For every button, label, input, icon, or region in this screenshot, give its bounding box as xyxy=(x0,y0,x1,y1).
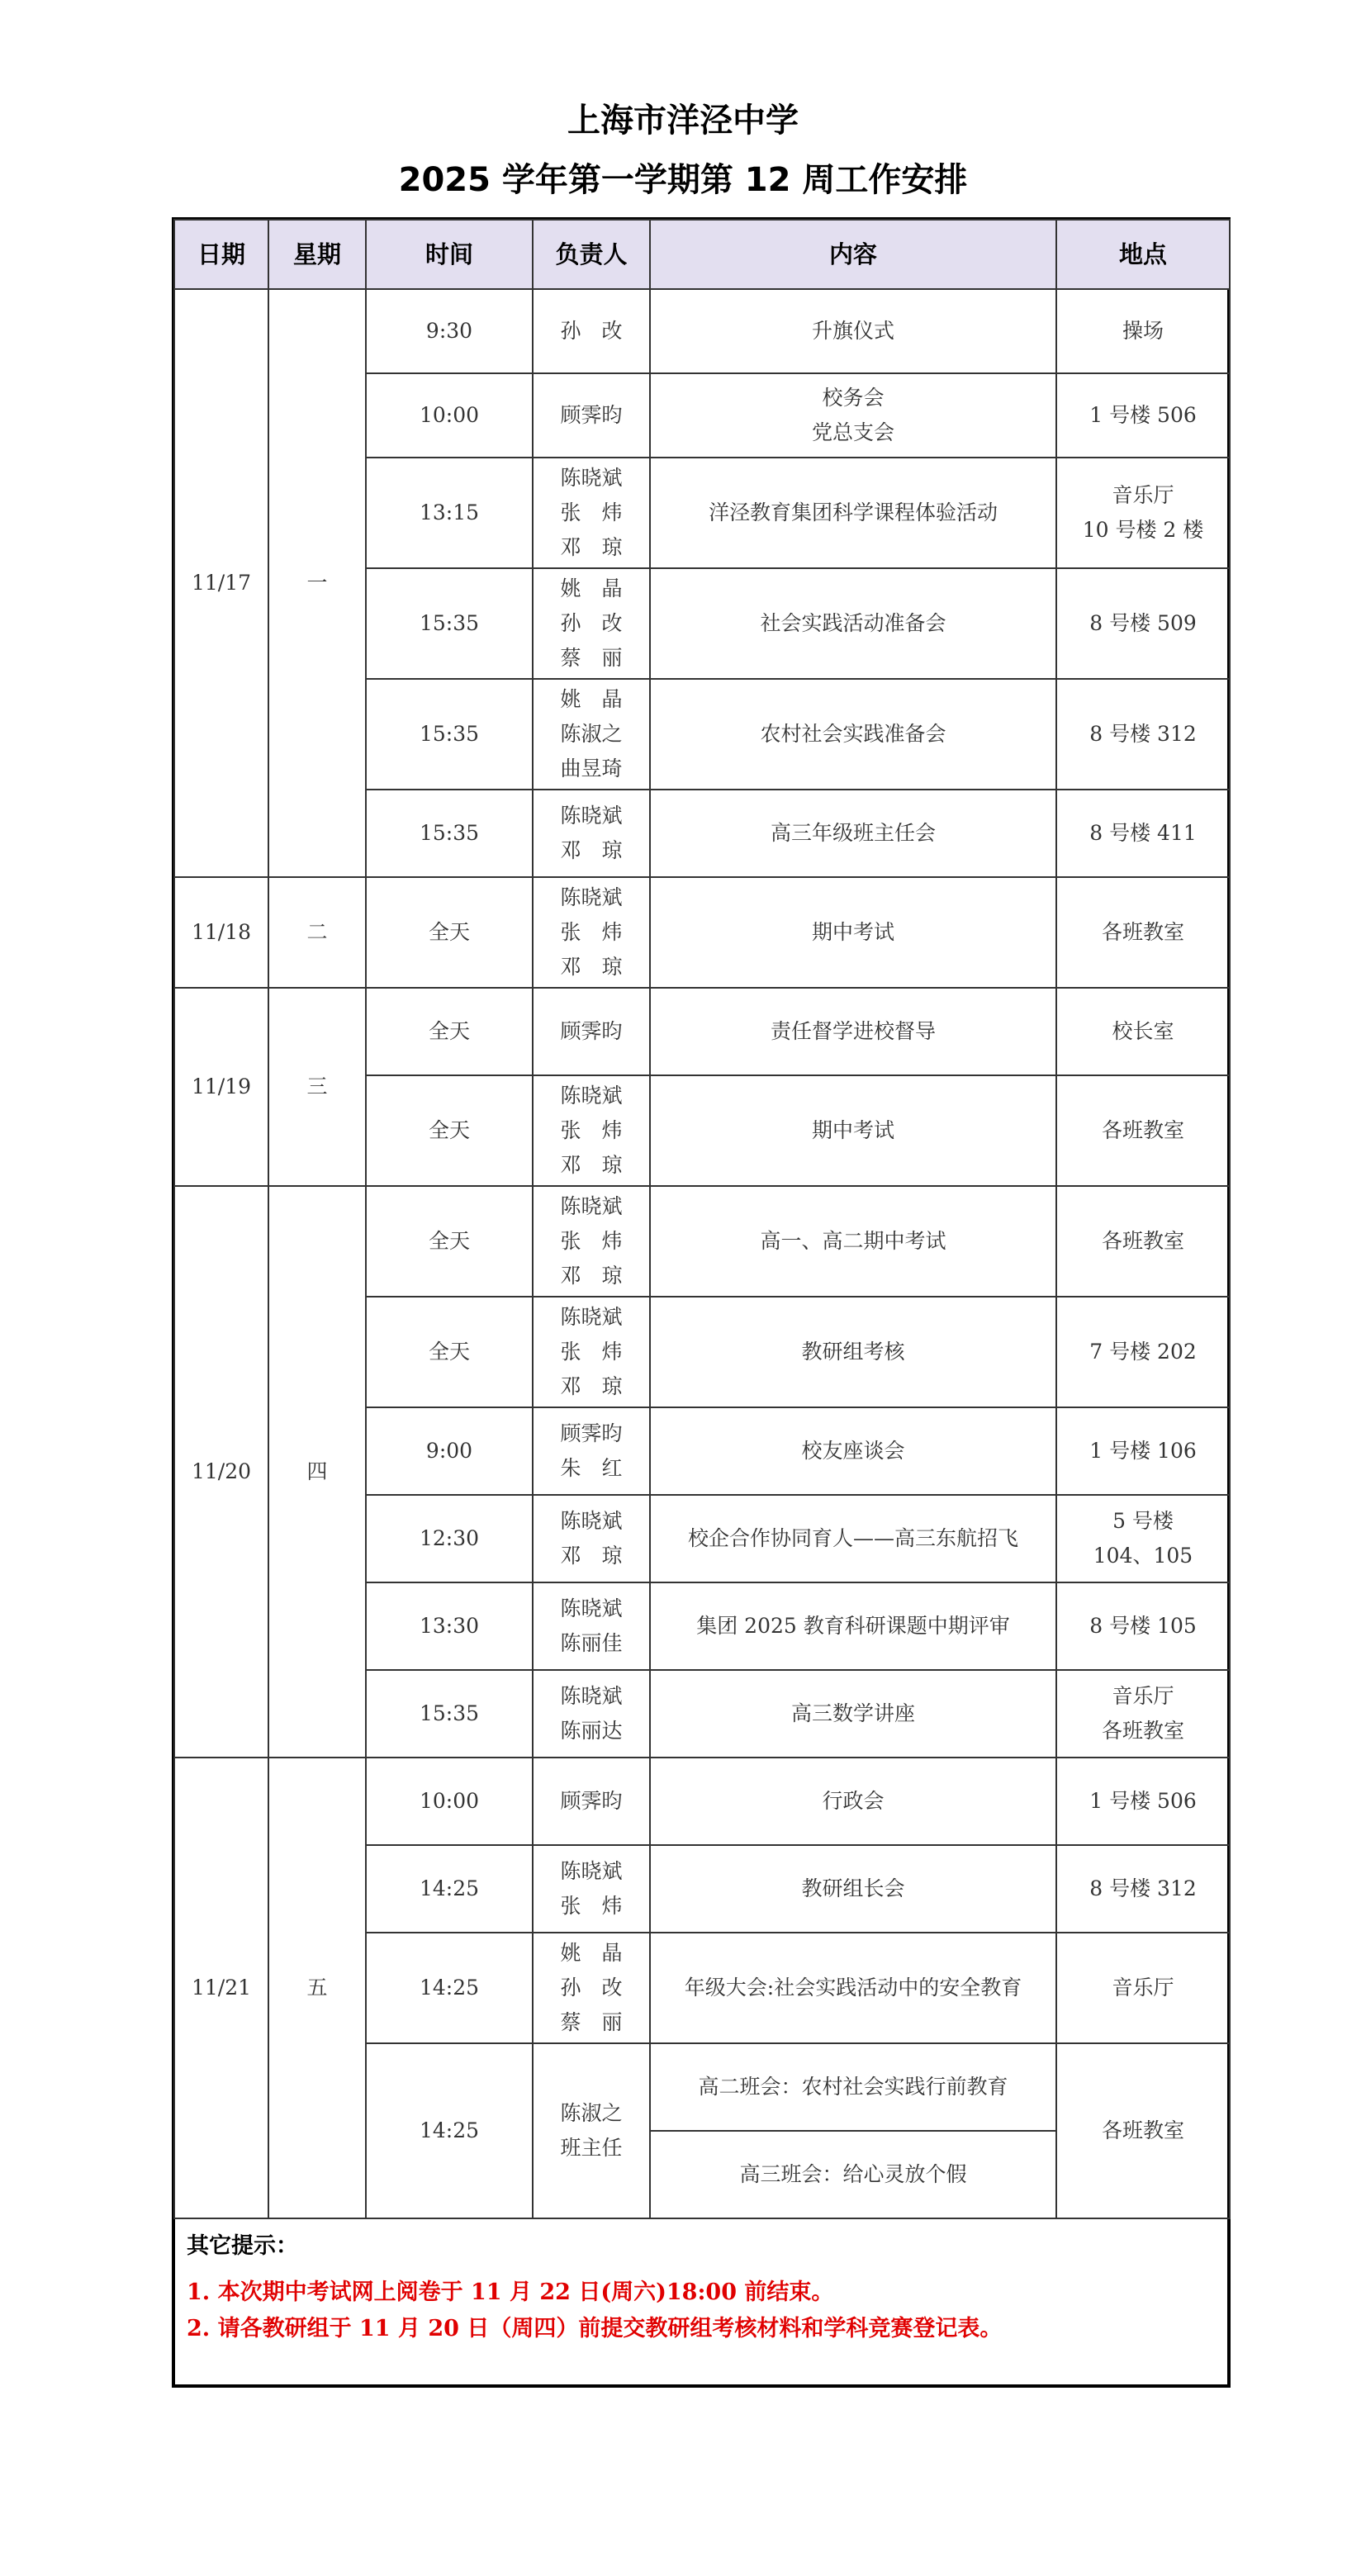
time-cell: 14:25 xyxy=(366,1933,533,2043)
date-cell: 11/20 xyxy=(174,1186,268,1758)
person-cell: 陈晓斌 邓 琼 xyxy=(533,790,650,877)
location-cell: 5 号楼 104、105 xyxy=(1056,1495,1230,1582)
time-cell: 13:15 xyxy=(366,458,533,568)
location-cell: 各班教室 xyxy=(1056,2043,1230,2218)
time-cell: 15:35 xyxy=(366,1670,533,1758)
header-location: 地点 xyxy=(1056,220,1230,289)
time-cell: 12:30 xyxy=(366,1495,533,1582)
date-cell: 11/19 xyxy=(174,988,268,1186)
content-cell: 行政会 xyxy=(650,1758,1056,1845)
person-cell: 陈晓斌 张 炜 邓 琼 xyxy=(533,1297,650,1407)
time-cell: 15:35 xyxy=(366,568,533,679)
content-cell: 社会实践活动准备会 xyxy=(650,568,1056,679)
table-row xyxy=(174,289,1230,373)
location-cell: 各班教室 xyxy=(1056,877,1230,988)
person-cell: 顾霁昀 xyxy=(533,373,650,458)
date-cell: 11/17 xyxy=(174,289,268,877)
location-cell: 音乐厅 各班教室 xyxy=(1056,1670,1230,1758)
time-cell: 9:00 xyxy=(366,1407,533,1495)
person-cell: 姚 晶 孙 改 蔡 丽 xyxy=(533,568,650,679)
content-cell: 教研组考核 xyxy=(650,1297,1056,1407)
header-time: 时间 xyxy=(366,220,533,289)
header-date: 日期 xyxy=(174,220,268,289)
person-cell: 陈晓斌 张 炜 xyxy=(533,1845,650,1933)
table-row xyxy=(174,1186,1230,1297)
content-cell: 高二班会：农村社会实践行前教育 xyxy=(650,2043,1056,2131)
time-cell: 10:00 xyxy=(366,373,533,458)
person-cell: 顾霁昀 xyxy=(533,1758,650,1845)
location-cell: 8 号楼 509 xyxy=(1056,568,1230,679)
person-cell: 姚 晶 孙 改 蔡 丽 xyxy=(533,1933,650,2043)
page-title-school: 上海市洋泾中学 xyxy=(567,102,799,140)
header-person: 负责人 xyxy=(533,220,650,289)
location-cell: 8 号楼 411 xyxy=(1056,790,1230,877)
table-row xyxy=(174,877,1230,988)
time-cell: 13:30 xyxy=(366,1582,533,1670)
page-title-schedule: 2025 学年第一学期第 12 周工作安排 xyxy=(398,161,968,199)
person-cell: 陈晓斌 张 炜 邓 琼 xyxy=(533,458,650,568)
weekday-cell: 四 xyxy=(268,1186,366,1758)
person-cell: 陈晓斌 张 炜 邓 琼 xyxy=(533,1186,650,1297)
content-cell: 集团 2025 教育科研课题中期评审 xyxy=(650,1582,1056,1670)
time-cell: 14:25 xyxy=(366,1845,533,1933)
location-cell: 操场 xyxy=(1056,289,1230,373)
table-row xyxy=(174,1758,1230,1845)
person-cell: 陈晓斌 张 炜 邓 琼 xyxy=(533,877,650,988)
content-cell: 校务会 党总支会 xyxy=(650,373,1056,458)
weekday-cell: 一 xyxy=(268,289,366,877)
time-cell: 全天 xyxy=(366,1186,533,1297)
content-cell: 高三班会：给心灵放个假 xyxy=(650,2131,1056,2218)
time-cell: 全天 xyxy=(366,988,533,1075)
content-cell: 教研组长会 xyxy=(650,1845,1056,1933)
person-cell: 陈晓斌 张 炜 邓 琼 xyxy=(533,1075,650,1186)
location-cell: 音乐厅 xyxy=(1056,1933,1230,2043)
content-cell: 高三数学讲座 xyxy=(650,1670,1056,1758)
time-cell: 14:25 xyxy=(366,2043,533,2218)
location-cell: 1 号楼 106 xyxy=(1056,1407,1230,1495)
time-cell: 全天 xyxy=(366,1297,533,1407)
weekday-cell: 五 xyxy=(268,1758,366,2218)
note-item: 1. 本次期中考试网上阅卷于 11 月 22 日(周六)18:00 前结束。 xyxy=(187,2279,834,2305)
person-cell: 姚 晶 陈淑之 曲昱琦 xyxy=(533,679,650,790)
location-cell: 8 号楼 312 xyxy=(1056,679,1230,790)
time-cell: 全天 xyxy=(366,877,533,988)
content-cell: 洋泾教育集团科学课程体验活动 xyxy=(650,458,1056,568)
location-cell: 7 号楼 202 xyxy=(1056,1297,1230,1407)
content-cell: 高一、高二期中考试 xyxy=(650,1186,1056,1297)
notes-heading: 其它提示： xyxy=(187,2233,298,2259)
location-cell: 各班教室 xyxy=(1056,1186,1230,1297)
time-cell: 9:30 xyxy=(366,289,533,373)
time-cell: 全天 xyxy=(366,1075,533,1186)
person-cell: 陈晓斌 陈丽达 xyxy=(533,1670,650,1758)
location-cell: 8 号楼 312 xyxy=(1056,1845,1230,1933)
person-cell: 陈晓斌 邓 琼 xyxy=(533,1495,650,1582)
schedule-table xyxy=(173,219,1231,2219)
location-cell: 1 号楼 506 xyxy=(1056,373,1230,458)
person-cell: 顾霁昀 朱 红 xyxy=(533,1407,650,1495)
person-cell: 陈晓斌 陈丽佳 xyxy=(533,1582,650,1670)
content-cell: 农村社会实践准备会 xyxy=(650,679,1056,790)
content-cell: 校企合作协同育人——高三东航招飞 xyxy=(650,1495,1056,1582)
date-cell: 11/18 xyxy=(174,877,268,988)
table-row xyxy=(174,988,1230,1075)
table-header-row xyxy=(174,220,1230,289)
person-cell: 孙 改 xyxy=(533,289,650,373)
time-cell: 15:35 xyxy=(366,790,533,877)
time-cell: 15:35 xyxy=(366,679,533,790)
notes-section xyxy=(187,2230,1211,2347)
date-cell: 11/21 xyxy=(174,1758,268,2218)
weekday-cell: 二 xyxy=(268,877,366,988)
location-cell: 校长室 xyxy=(1056,988,1230,1075)
location-cell: 8 号楼 105 xyxy=(1056,1582,1230,1670)
header-content: 内容 xyxy=(650,220,1056,289)
content-cell: 升旗仪式 xyxy=(650,289,1056,373)
header-weekday: 星期 xyxy=(268,220,366,289)
location-cell: 1 号楼 506 xyxy=(1056,1758,1230,1845)
person-cell: 陈淑之 班主任 xyxy=(533,2043,650,2218)
content-cell: 责任督学进校督导 xyxy=(650,988,1056,1075)
time-cell: 10:00 xyxy=(366,1758,533,1845)
content-cell: 年级大会:社会实践活动中的安全教育 xyxy=(650,1933,1056,2043)
person-cell: 顾霁昀 xyxy=(533,988,650,1075)
content-cell: 期中考试 xyxy=(650,877,1056,988)
note-item: 2. 请各教研组于 11 月 20 日（周四）前提交教研组考核材料和学科竞赛登记表。 xyxy=(187,2316,1003,2341)
content-cell: 期中考试 xyxy=(650,1075,1056,1186)
content-cell: 校友座谈会 xyxy=(650,1407,1056,1495)
location-cell: 各班教室 xyxy=(1056,1075,1230,1186)
content-cell: 高三年级班主任会 xyxy=(650,790,1056,877)
location-cell: 音乐厅 10 号楼 2 楼 xyxy=(1056,458,1230,568)
weekday-cell: 三 xyxy=(268,988,366,1186)
